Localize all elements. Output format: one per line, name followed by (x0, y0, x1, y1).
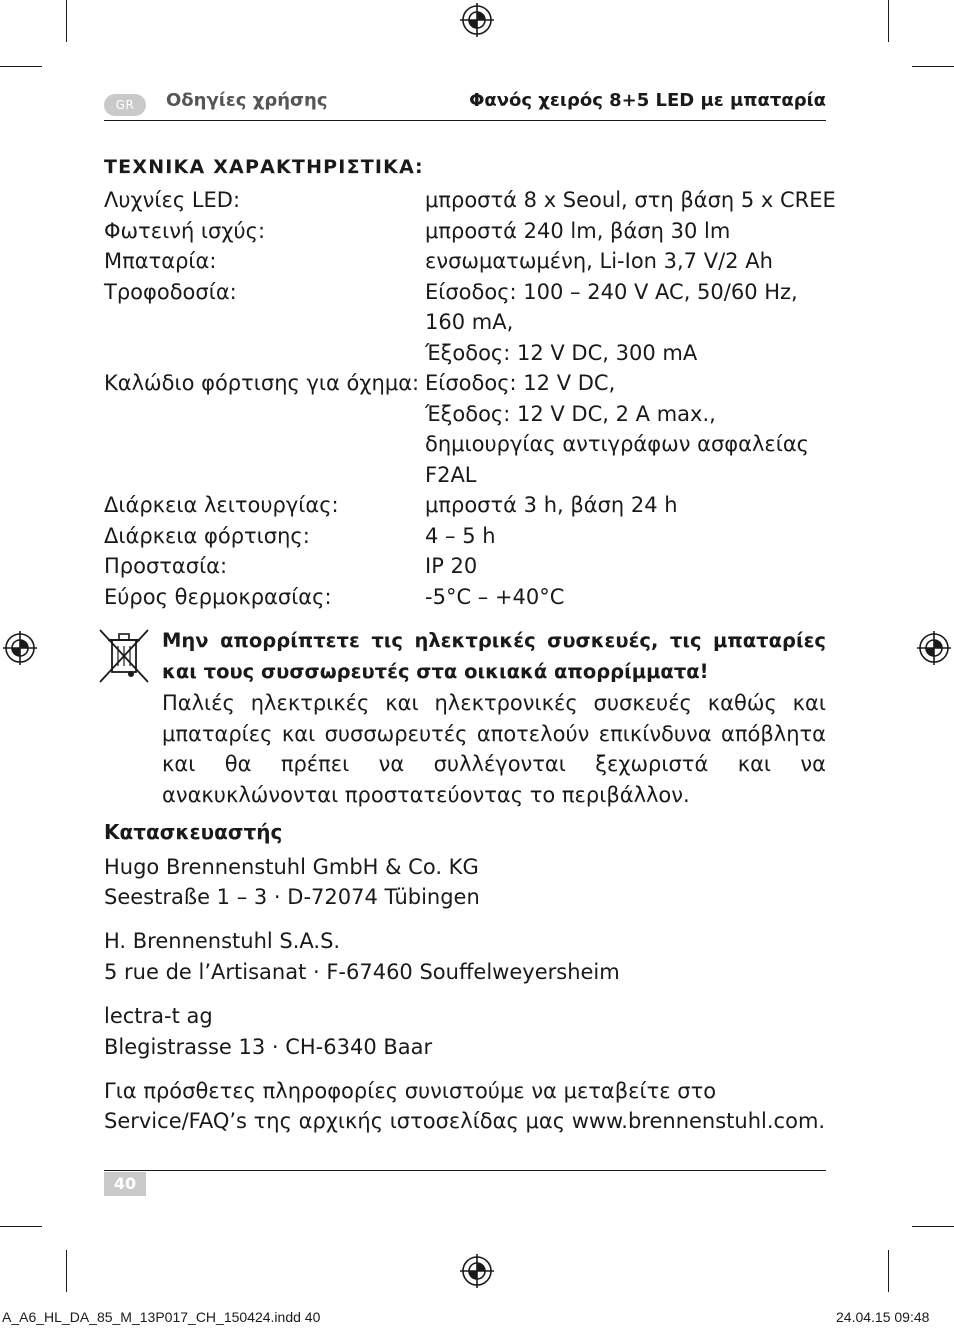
spec-value (425, 277, 827, 369)
spec-value (425, 582, 827, 613)
page-number: 40 (104, 1172, 146, 1196)
slug-filename: A_A6_HL_DA_85_M_13P017_CH_150424.indd 40 (2, 1309, 321, 1325)
crop-mark (888, 0, 889, 42)
manufacturer-name: Hugo Brennenstuhl GmbH & Co. KG (104, 855, 479, 879)
spec-value (425, 216, 827, 247)
spec-value-line: 4 – 5 h (425, 523, 496, 548)
crop-mark (912, 1226, 954, 1227)
spec-value-line: δημιουργίας αντιγράφων ασφαλείας (425, 432, 809, 456)
spec-value-line: Είσοδος: 100 – 240 V AC, 50/60 Hz, (425, 279, 798, 304)
info-text: Για πρόσθετες πληροφορίες συνιστούμε να μεταβείτε στο (104, 1079, 717, 1103)
spec-value-line: μπροστά 8 x Seoul, στη βάση 5 x CREE (425, 188, 836, 212)
spec-value-line: -5°C – +40°C (425, 584, 565, 609)
spec-value-line: F2AL (425, 462, 477, 487)
registration-mark-icon (3, 631, 37, 665)
spec-value-line: Έξοδος: 12 V DC, 2 A max., (425, 401, 716, 426)
header-product-title: Φανός χειρός 8+5 LED με μπαταρία (469, 90, 826, 111)
spec-value-line: ενσωματωμένη, Li-Ion 3,7 V/2 Ah (425, 249, 773, 273)
crossed-out-wheelie-bin-icon (98, 628, 150, 684)
spec-value (425, 521, 827, 552)
manufacturer-name: lectra-t ag (104, 1004, 213, 1028)
spec-value-line: μπροστά 240 lm, βάση 30 lm (425, 218, 731, 243)
slug-timestamp: 24.04.15 09:48 (836, 1309, 930, 1325)
footer-divider (104, 1170, 826, 1171)
registration-mark-icon (917, 631, 951, 665)
spec-value-line: μπροστά 3 h, βάση 24 h (425, 493, 678, 517)
spec-label: Τροφοδοσία: (104, 279, 237, 304)
spec-label: Μπαταρία: (104, 249, 217, 273)
spec-value (425, 551, 827, 582)
spec-label: Φωτεινή ισχύς: (104, 218, 266, 243)
language-badge: GR (104, 94, 146, 116)
manufacturer-street: Blegistrasse 13 · CH-6340 Baar (104, 1035, 433, 1059)
crop-mark (66, 1250, 67, 1292)
spec-label: Διάρκεια φόρτισης: (104, 523, 310, 548)
crop-mark (0, 1226, 42, 1227)
spec-label: Προστασία: (104, 554, 228, 578)
header-section-title: Οδηγίες χρήσης (166, 90, 328, 111)
crop-mark (912, 66, 954, 67)
spec-label: Διάρκεια λειτουργίας: (104, 493, 339, 517)
manufacturer-street: 5 rue de l’Artisanat · F-67460 Souffelweyersheim (104, 960, 620, 984)
manufacturer-heading: Κατασκευαστής (104, 820, 283, 844)
info-text: Service/FAQ’s της αρχικής ιστοσελίδας μας www.brennenstuhl.com. (104, 1109, 826, 1133)
spec-label: Λυχνίες LED: (104, 188, 241, 212)
crop-mark (888, 1250, 889, 1292)
spec-value-line: 160 mA, (425, 310, 514, 334)
registration-mark-icon (460, 1254, 494, 1288)
spec-value-line: Είσοδος: 12 V DC, (425, 371, 616, 395)
disposal-warning-text: Παλιές ηλεκτρικές και ηλεκτρονικές συσκευές καθώς και μπαταρίες και συσσωρευτές αποτελούν επικίνδυνα απόβλητα και θα πρέπει να συλλέγονται ξεχωριστά και να ανακυκλώνονται προστατεύοντας το περιβάλλον. (162, 691, 826, 807)
spec-value (425, 246, 827, 277)
crop-mark (0, 66, 42, 67)
manufacturer-name: H. Brennenstuhl S.A.S. (104, 929, 341, 953)
crop-mark (66, 0, 67, 42)
registration-mark-icon (460, 3, 494, 37)
disposal-warning-title: Μην απορρίπτετε τις ηλεκτρικές συσκευές, τις μπαταρίες και τους συσσωρευτές στα οικιακά απορρίμματα! (162, 629, 826, 683)
spec-label: Καλώδιο φόρτισης για όχημα: (104, 371, 420, 395)
header-divider (104, 120, 826, 121)
spec-label: Εύρος θερμοκρασίας: (104, 584, 332, 609)
spec-value (425, 368, 827, 490)
spec-value (425, 490, 827, 521)
spec-value-line: IP 20 (425, 554, 478, 578)
spec-value (425, 185, 836, 216)
specs-heading: ΤΕΧΝΙΚΑ ΧΑΡΑΚΤΗΡΙΣΤΙΚΑ: (104, 156, 424, 178)
manufacturer-street: Seestraße 1 – 3 · D-72074 Tübingen (104, 885, 480, 909)
spec-value-line: Έξοδος: 12 V DC, 300 mA (425, 340, 698, 365)
